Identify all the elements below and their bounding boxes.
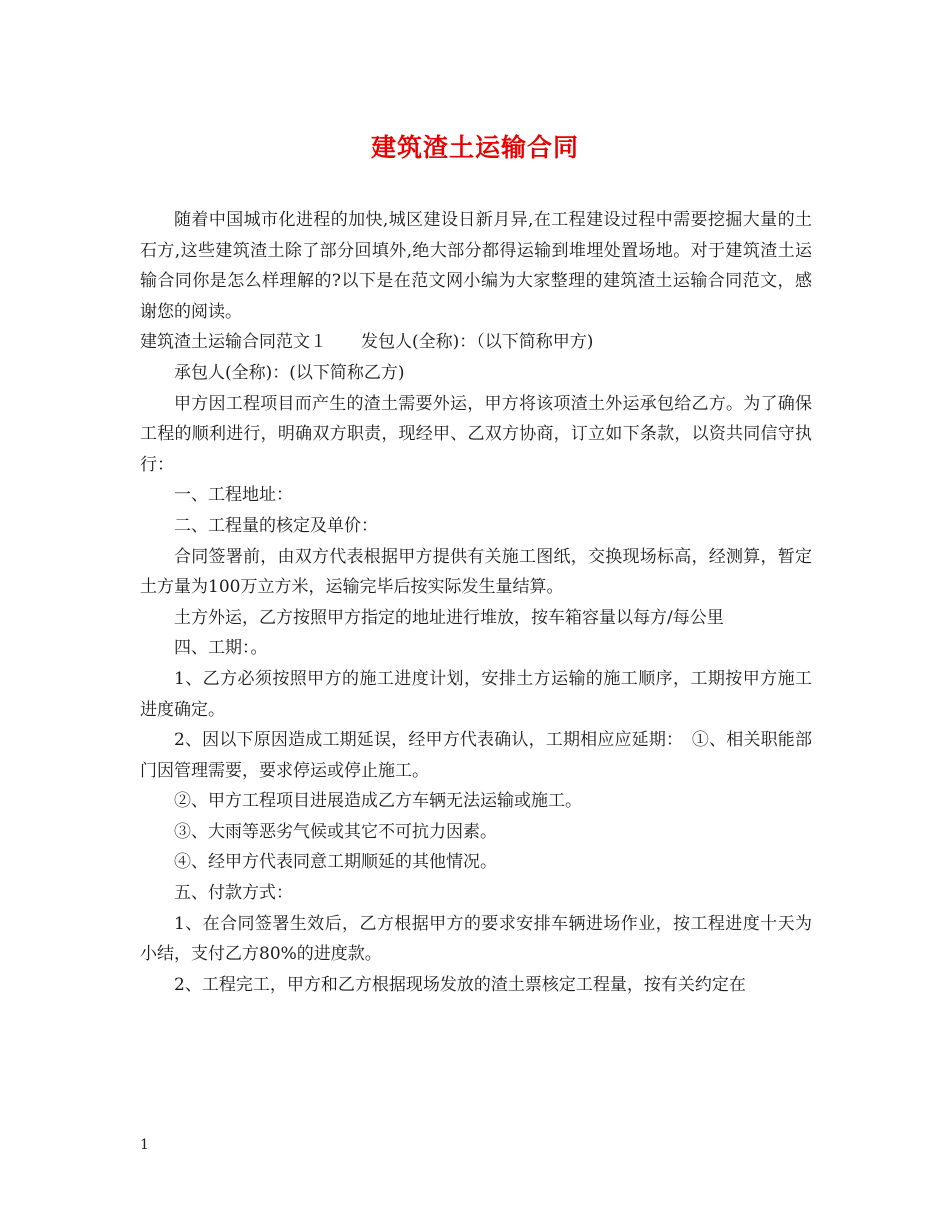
paragraph-delay-3: ③、大雨等恶劣气候或其它不可抗力因素。 [174, 821, 497, 842]
paragraph-intro: 随着中国城市化进程的加快,城区建设日新月异,在工程建设过程中需要挖掘大量的土石方,这些建筑渣土除了部分回填外,绝大部分都得运输到堆埋处置场地。对于建筑渣土运输合同你是怎么样理解的?以下是在范文网小编为大家整理的建筑渣土运输合同范文，感谢您的阅读。 [140, 210, 812, 322]
paragraph-delay-2: ②、甲方工程项目进展造成乙方车辆无法运输或施工。 [174, 791, 582, 812]
page-number: 1 [140, 1137, 149, 1153]
paragraph-quantity: 合同签署前，由双方代表根据甲方提供有关施工图纸，交换现场标高，经测算，暂定土方量为100万立方米，运输完毕后按实际发生量结算。 [140, 546, 812, 598]
section-heading-schedule: 四、工期：。 [174, 638, 268, 659]
paragraph-schedule-2: 2、因以下原因造成工期延误，经甲方代表确认，工期相应应延期： ①、相关职能部门因管理需要，要求停运或停止施工。 [140, 730, 812, 781]
paragraph-sample-heading: 建筑渣土运输合同范文１ 发包人(全称)：（以下简称甲方) [140, 332, 594, 353]
document-title: 建筑渣土运输合同 [370, 133, 579, 162]
paragraph-schedule-1: 1、乙方必须按照甲方的施工进度计划，安排土方运输的施工顺序，工期按甲方施工进度确定。 [140, 668, 812, 720]
paragraph-transport: 土方外运，乙方按照甲方指定的地址进行堆放，按车箱容量以每方/每公里 [174, 607, 724, 628]
section-heading-address: 一、工程地址： [174, 485, 293, 506]
paragraph-payment-2: 2、工程完工，甲方和乙方根据现场发放的渣土票核定工程量，按有关约定在 [174, 974, 746, 995]
section-heading-quantity: 二、工程量的核定及单价： [174, 515, 378, 536]
document-body [140, 205, 812, 1000]
paragraph-delay-4: ④、经甲方代表同意工期顺延的其他情况。 [174, 852, 497, 873]
paragraph-contractor: 承包人(全称)：(以下简称乙方) [174, 362, 405, 383]
paragraph-purpose: 甲方因工程项目而产生的渣土需要外运，甲方将该项渣土外运承包给乙方。为了确保工程的顺利进行，明确双方职责，现经甲、乙双方协商，订立如下条款，以资共同信守执行： [140, 393, 812, 475]
section-heading-payment: 五、付款方式： [174, 883, 293, 904]
paragraph-payment-1: 1、在合同签署生效后，乙方根据甲方的要求安排车辆进场作业，按工程进度十天为小结，支付乙方80%的进度款。 [140, 913, 812, 965]
